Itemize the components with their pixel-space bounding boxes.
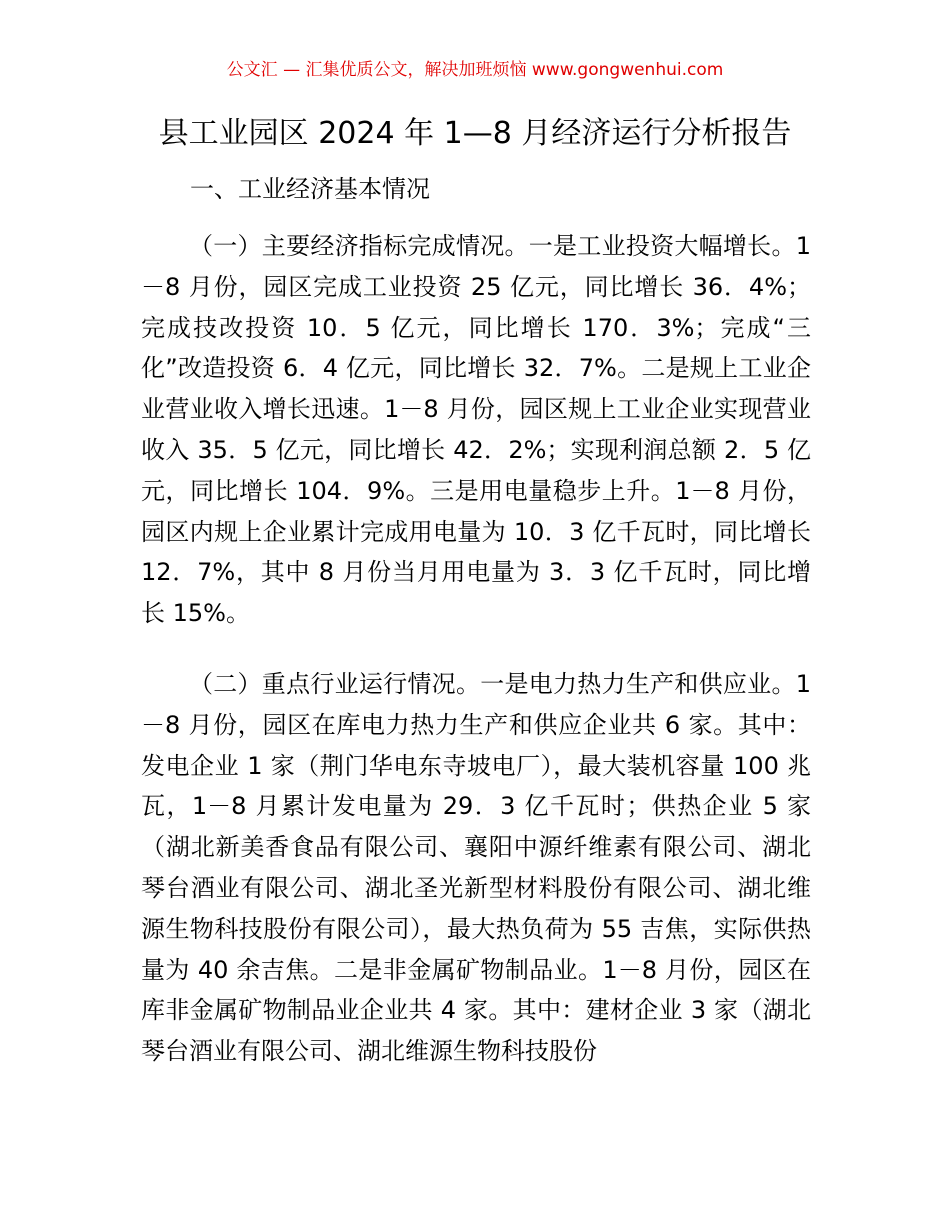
paragraph-key-industries: （二）重点行业运行情况。一是电力热力生产和供应业。1－8 月份，园区在库电力热力生产和供应企业共 6 家。其中：发电企业 1 家（荆门华电东寺坡电厂），最大装机容量 100 兆瓦，1－8 月累计发电量为 29．3 亿千瓦时；供热企业 5 家（湖北新美香食品有限公司、襄阳中源纤维素有限公司、湖北琴台酒业有限公司、湖北圣光新型材料股份有限公司、湖北维源生物科技股份有限公司），最大热负荷为 55 吉焦，实际供热量为 40 余吉焦。二是非金属矿物制品业。1－8 月份，园区在库非金属矿物制品业企业共 4 家。其中：建材企业 3 家（湖北琴台酒业有限公司、湖北维源生物科技股份: [141, 670, 811, 1066]
paragraph-main-indicators: （一）主要经济指标完成情况。一是工业投资大幅增长。1－8 月份，园区完成工业投资 25 亿元，同比增长 36．4%；完成技改投资 10．5 亿元，同比增长 170．3%；完成“三化”改造投资 6．4 亿元，同比增长 32．7%。二是规上工业企业营业收入增长迅速。1－8 月份，园区规上工业企业实现营业收入 35．5 亿元，同比增长 42．2%；实现利润总额 2．5 亿元，同比增长 104．9%。三是用电量稳步上升。1－8 月份，园区内规上企业累计完成用电量为 10．3 亿千瓦时，同比增长 12．7%，其中 8 月份当月用电量为 3．3 亿千瓦时，同比增长 15%。: [141, 232, 811, 628]
section-heading: 一、工业经济基本情况: [190, 175, 430, 203]
document-title: 县工业园区 2024 年 1—8 月经济运行分析报告: [158, 116, 792, 151]
watermark-header: 公文汇 — 汇集优质公文，解决加班烦恼 www.gongwenhui.com: [226, 60, 724, 80]
